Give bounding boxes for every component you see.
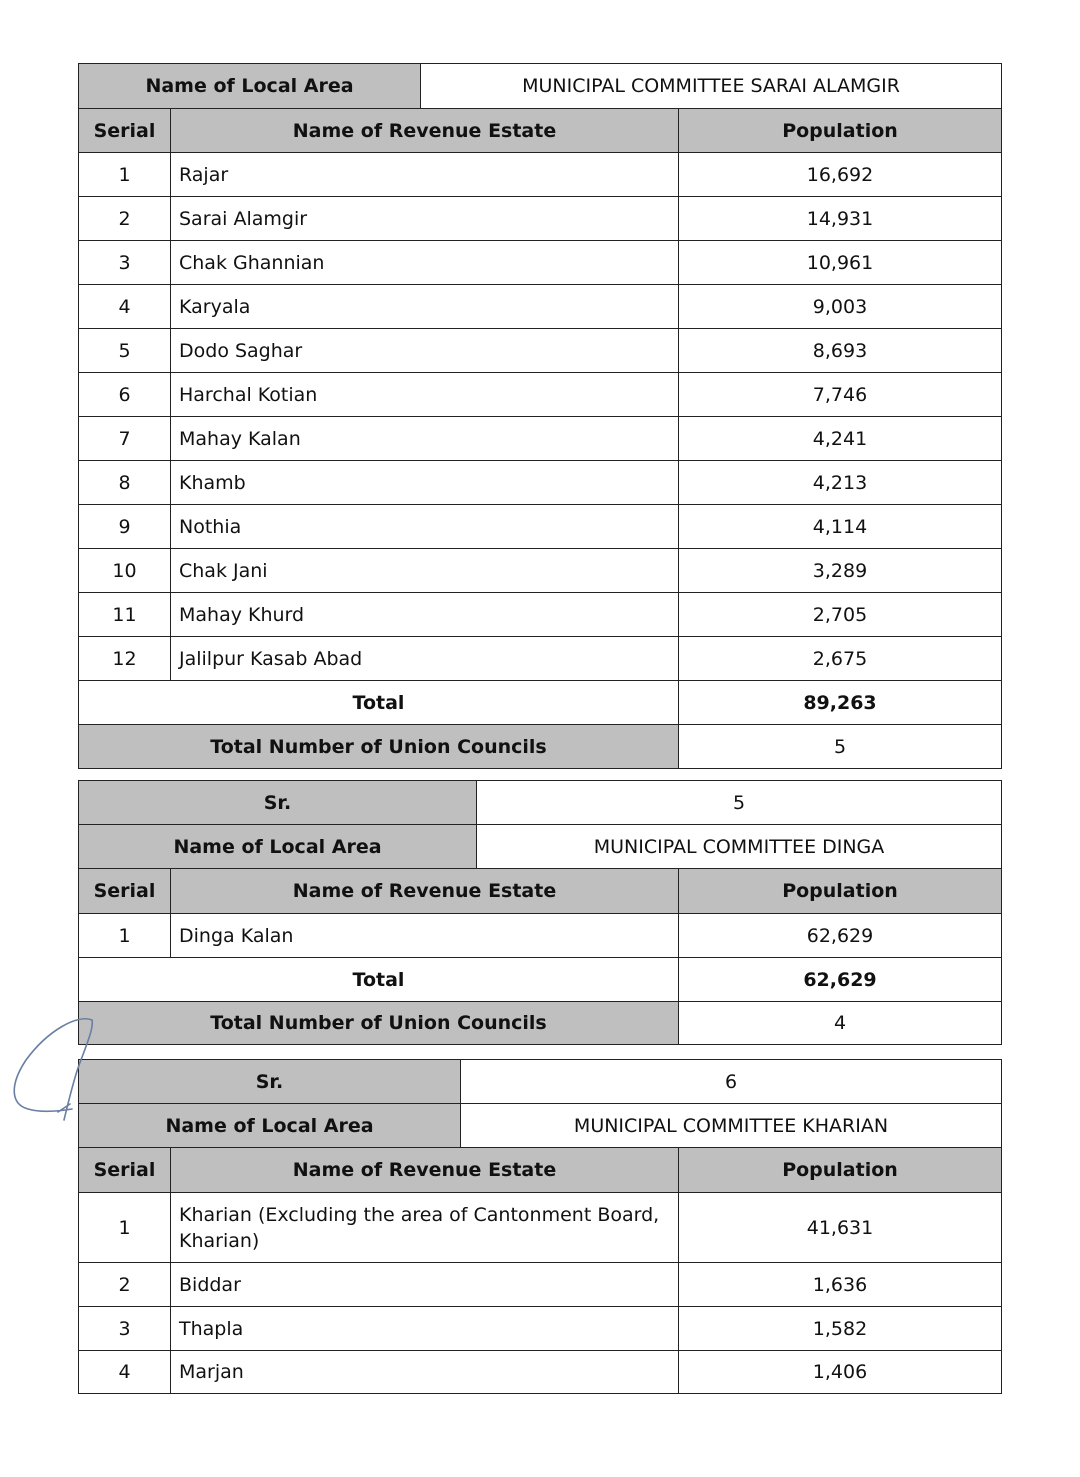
estate-name-cell: Chak Jani [171, 549, 679, 593]
estate-name-cell: Karyala [171, 285, 679, 329]
population-cell: 16,692 [679, 153, 1002, 197]
table-row [79, 593, 1002, 637]
total-value: 89,263 [679, 681, 1002, 725]
population-header: Population [679, 869, 1002, 914]
revenue-estate-header: Name of Revenue Estate [171, 869, 679, 914]
union-councils-row [79, 1002, 1002, 1045]
sr-label: Sr. [79, 1060, 461, 1104]
serial-cell: 6 [79, 373, 171, 417]
serial-cell: 7 [79, 417, 171, 461]
table-row [79, 1307, 1002, 1351]
population-cell: 10,961 [679, 241, 1002, 285]
local-area-value: MUNICIPAL COMMITTEE SARAI ALAMGIR [421, 64, 1002, 109]
table-sarai-alamgir-body [78, 108, 1002, 769]
union-councils-label: Total Number of Union Councils [79, 1002, 679, 1045]
serial-header: Serial [79, 109, 171, 153]
serial-cell: 2 [79, 197, 171, 241]
population-cell: 14,931 [679, 197, 1002, 241]
union-councils-row [79, 725, 1002, 769]
table-row [79, 241, 1002, 285]
serial-header: Serial [79, 1148, 171, 1193]
population-cell: 7,746 [679, 373, 1002, 417]
estate-name-cell: Nothia [171, 505, 679, 549]
estate-name-cell: Thapla [171, 1307, 679, 1351]
serial-cell: 1 [79, 914, 171, 958]
total-row [79, 958, 1002, 1002]
serial-cell: 11 [79, 593, 171, 637]
table-kharian-header [78, 1059, 1002, 1148]
total-value: 62,629 [679, 958, 1002, 1002]
serial-cell: 3 [79, 1307, 171, 1351]
estate-name-cell: Rajar [171, 153, 679, 197]
table-kharian-body [78, 1147, 1002, 1394]
local-area-label: Name of Local Area [79, 64, 421, 109]
signature-mark [8, 1012, 108, 1127]
estate-name-cell: Mahay Kalan [171, 417, 679, 461]
serial-header: Serial [79, 869, 171, 914]
total-label: Total [79, 681, 679, 725]
local-area-row [79, 1104, 1002, 1148]
population-cell: 4,114 [679, 505, 1002, 549]
serial-cell: 2 [79, 1263, 171, 1307]
table-row [79, 417, 1002, 461]
sr-label: Sr. [79, 781, 477, 825]
estate-name-cell: Biddar [171, 1263, 679, 1307]
table-row [79, 914, 1002, 958]
local-area-value: MUNICIPAL COMMITTEE KHARIAN [461, 1104, 1002, 1148]
estate-name-cell: Kharian (Excluding the area of Cantonment Board, Kharian) [171, 1193, 679, 1263]
revenue-estate-header: Name of Revenue Estate [171, 109, 679, 153]
population-header: Population [679, 109, 1002, 153]
estate-name-cell: Harchal Kotian [171, 373, 679, 417]
total-label: Total [79, 958, 679, 1002]
serial-cell: 9 [79, 505, 171, 549]
table-row [79, 153, 1002, 197]
table-row [79, 329, 1002, 373]
table-row [79, 285, 1002, 329]
estate-name-cell: Mahay Khurd [171, 593, 679, 637]
column-header-row [79, 869, 1002, 914]
revenue-estate-header: Name of Revenue Estate [171, 1148, 679, 1193]
serial-cell: 10 [79, 549, 171, 593]
estate-name-cell: Khamb [171, 461, 679, 505]
serial-cell: 4 [79, 1351, 171, 1394]
local-area-label: Name of Local Area [79, 825, 477, 869]
population-cell: 3,289 [679, 549, 1002, 593]
table-row [79, 1351, 1002, 1394]
local-area-row [79, 825, 1002, 869]
population-cell: 8,693 [679, 329, 1002, 373]
estate-name-cell: Marjan [171, 1351, 679, 1394]
estate-name-cell: Sarai Alamgir [171, 197, 679, 241]
table-row [79, 1193, 1002, 1263]
local-area-value: MUNICIPAL COMMITTEE DINGA [477, 825, 1002, 869]
table-row [79, 505, 1002, 549]
population-header: Population [679, 1148, 1002, 1193]
table-row [79, 197, 1002, 241]
union-councils-value: 5 [679, 725, 1002, 769]
serial-cell: 12 [79, 637, 171, 681]
sr-row [79, 1060, 1002, 1104]
table-dinga-body [78, 868, 1002, 1045]
sr-value: 5 [477, 781, 1002, 825]
table-row [79, 373, 1002, 417]
population-cell: 4,241 [679, 417, 1002, 461]
column-header-row [79, 109, 1002, 153]
population-cell: 62,629 [679, 914, 1002, 958]
column-header-row [79, 1148, 1002, 1193]
population-cell: 9,003 [679, 285, 1002, 329]
table-dinga-header [78, 780, 1002, 869]
union-councils-label: Total Number of Union Councils [79, 725, 679, 769]
estate-name-cell: Dodo Saghar [171, 329, 679, 373]
table-row [79, 549, 1002, 593]
total-row [79, 681, 1002, 725]
serial-cell: 1 [79, 1193, 171, 1263]
table-row [79, 461, 1002, 505]
sr-row [79, 781, 1002, 825]
population-cell: 1,406 [679, 1351, 1002, 1394]
serial-cell: 8 [79, 461, 171, 505]
population-cell: 2,675 [679, 637, 1002, 681]
serial-cell: 3 [79, 241, 171, 285]
population-cell: 41,631 [679, 1193, 1002, 1263]
population-cell: 1,582 [679, 1307, 1002, 1351]
population-cell: 4,213 [679, 461, 1002, 505]
serial-cell: 5 [79, 329, 171, 373]
estate-name-cell: Jalilpur Kasab Abad [171, 637, 679, 681]
table-row [79, 1263, 1002, 1307]
estate-name-cell: Chak Ghannian [171, 241, 679, 285]
population-cell: 2,705 [679, 593, 1002, 637]
sr-value: 6 [461, 1060, 1002, 1104]
union-councils-value: 4 [679, 1002, 1002, 1045]
table-row [79, 637, 1002, 681]
estate-name-cell: Dinga Kalan [171, 914, 679, 958]
local-area-row [79, 64, 1002, 109]
serial-cell: 4 [79, 285, 171, 329]
population-cell: 1,636 [679, 1263, 1002, 1307]
table-sarai-alamgir [78, 63, 1002, 109]
serial-cell: 1 [79, 153, 171, 197]
local-area-label: Name of Local Area [79, 1104, 461, 1148]
